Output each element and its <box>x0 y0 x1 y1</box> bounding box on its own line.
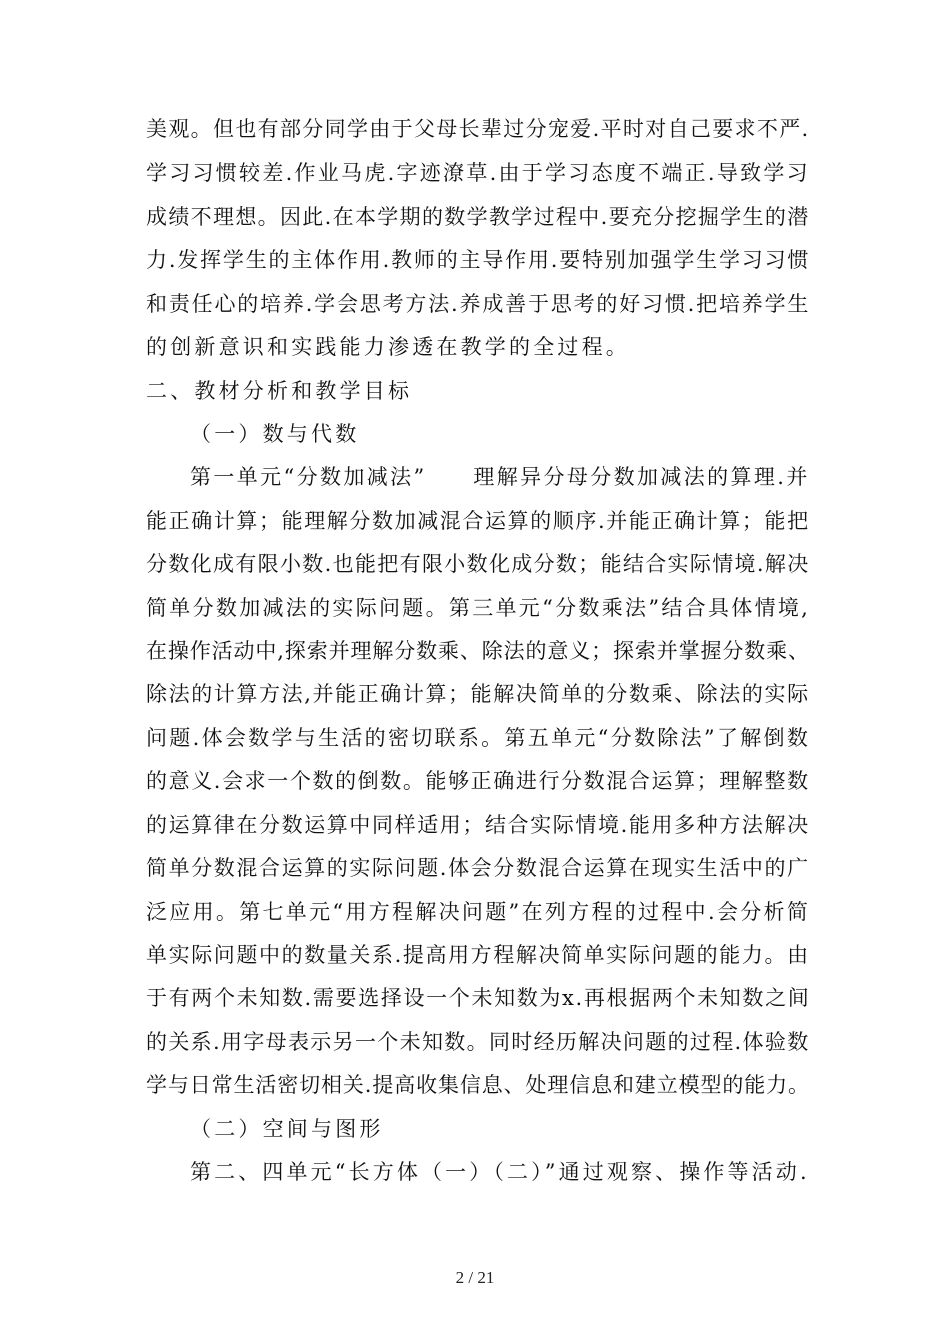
subsection-heading: （一）数与代数 <box>190 422 360 446</box>
paragraph-line: 力.发挥学生的主体作用.教师的主导作用.要特别加强学生学习习惯 <box>146 248 811 272</box>
paragraph-line: 的运算律在分数运算中同样适用；结合实际情境.能用多种方法解决 <box>146 813 810 837</box>
paragraph-line: 能正确计算；能理解分数加减混合运算的顺序.并能正确计算；能把 <box>146 509 810 533</box>
paragraph-line: 于有两个未知数.需要选择设一个未知数为x.再根据两个未知数之间 <box>146 986 811 1010</box>
paragraph-line: 的意义.会求一个数的倒数。能够正确进行分数混合运算；理解整数 <box>146 769 810 793</box>
paragraph-line: 泛应用。第七单元“用方程解决问题”在列方程的过程中.会分析简 <box>146 900 811 924</box>
paragraph-line: 的创新意识和实践能力渗透在教学的全过程。 <box>146 335 630 359</box>
paragraph-line: 除法的计算方法,并能正确计算；能解决简单的分数乘、除法的实际 <box>146 682 810 706</box>
paragraph-line: 问题.体会数学与生活的密切联系。第五单元“分数除法”了解倒数 <box>146 726 811 750</box>
paragraph-line: 和责任心的培养.学会思考方法.养成善于思考的好习惯.把培养学生 <box>146 292 811 316</box>
paragraph-line: 分数化成有限小数.也能把有限小数化成分数；能结合实际情境.解决 <box>146 552 810 576</box>
paragraph-line: 学与日常生活密切相关.提高收集信息、处理信息和建立模型的能力。 <box>146 1073 810 1097</box>
paragraph-line: 第二、四单元“长方体（一）（二）”通过观察、操作等活动. <box>190 1160 810 1184</box>
subsection-heading: （二）空间与图形 <box>190 1117 384 1141</box>
paragraph-line: 的关系.用字母表示另一个未知数。同时经历解决问题的过程.体验数 <box>146 1030 810 1054</box>
paragraph-line: 简单分数加减法的实际问题。第三单元“分数乘法”结合具体情境, <box>146 596 811 620</box>
paragraph-line: 成绩不理想。因此.在本学期的数学教学过程中.要充分挖掘学生的潜 <box>146 205 810 229</box>
paragraph-line: 简单分数混合运算的实际问题.体会分数混合运算在现实生活中的广 <box>146 856 810 880</box>
paragraph-line: 美观。但也有部分同学由于父母长辈过分宠爱.平时对自己要求不严. <box>146 117 810 141</box>
page-number: 2 / 21 <box>455 1268 495 1287</box>
paragraph-line: 在操作活动中,探索并理解分数乘、除法的意义；探索并掌握分数乘、 <box>146 639 810 663</box>
paragraph-line: 学习习惯较差.作业马虎.字迹潦草.由于学习态度不端正.导致学习 <box>146 161 810 185</box>
paragraph-line: 第一单元“分数加减法” 理解异分母分数加减法的算理.并 <box>190 465 810 489</box>
section-heading: 二、教材分析和教学目标 <box>146 379 413 403</box>
paragraph-line: 单实际问题中的数量关系.提高用方程解决简单实际问题的能力。由 <box>146 943 810 967</box>
